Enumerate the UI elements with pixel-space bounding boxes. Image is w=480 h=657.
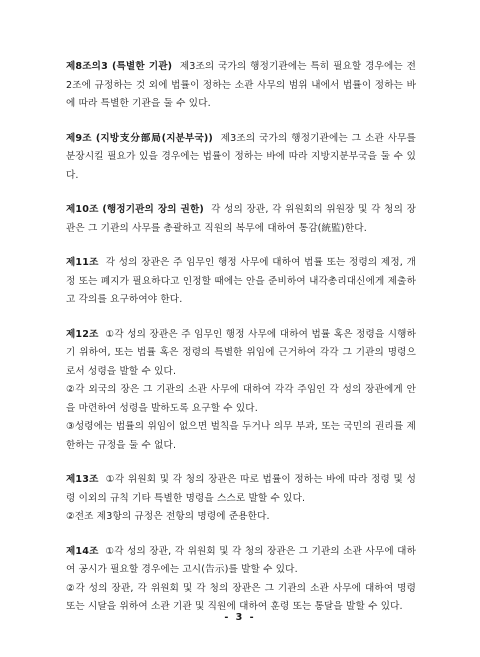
article-heading: 제14조 <box>66 545 99 557</box>
article-text: ①각 성의 장관은 주 임무인 행정 사무에 대하여 법률 혹은 정령을 시행하기 위하여, 또는 법률 혹은 정령의 특별한 위임에 근거하여 각각 그 기관의 명령으로서 성령을 발할 수 있다. <box>66 328 417 377</box>
article-8-3 <box>66 58 416 114</box>
article-heading: 제13조 <box>66 474 99 485</box>
article-paragraph <box>66 326 416 382</box>
page-number: - 3 - <box>224 612 256 623</box>
article-paragraph <box>66 130 416 186</box>
article-paragraph: ②각 성의 장관, 각 위원회 및 각 청의 장관은 그 기관의 소관 사무에 대하여 명령 또는 시달을 위하여 소관 기관 및 직원에 대하여 훈령 또는 통달을 발할 수 있다. <box>66 582 416 612</box>
article-heading: 제9조 (지방支分部局(지분부국)) <box>66 132 213 144</box>
article-11 <box>66 254 416 310</box>
article-text: 제3조의 국가의 행정기관에는 그 소관 사무를 분장시킬 필요가 있을 경우에는 법률이 정하는 바에 따라 지방지분부국을 둘 수 있다. <box>66 132 416 181</box>
article-paragraph <box>66 58 416 114</box>
article-heading: 제12조 <box>66 328 99 340</box>
article-text: ①각 위원회 및 각 청의 장관은 따로 법률이 정하는 바에 따라 정령 및 성령 이외의 규칙 기타 특별한 명령을 스스로 발할 수 있다. <box>66 474 416 504</box>
article-10 <box>66 201 416 238</box>
article-paragraph <box>66 543 416 580</box>
article-paragraph <box>66 471 416 508</box>
article-heading: 제11조 <box>66 257 99 268</box>
article-9 <box>66 130 416 186</box>
article-text: 각 성의 장관은 주 임무인 행정 사무에 대하여 법률 또는 정령의 제정, 개정 또는 폐지가 필요하다고 인정할 때에는 안을 준비하여 내각총리대신에게 제출하고 각의를 요구하여야 한다. <box>66 257 416 305</box>
article-heading: 제10조 (행정기관의 장의 권한) <box>66 204 204 215</box>
article-paragraph <box>66 201 416 238</box>
article-paragraph: ②각 외국의 장은 그 기관의 소관 사무에 대하여 각각 주임인 각 성의 장관에게 안을 마련하여 성령을 발하도록 요구할 수 있다. <box>66 384 416 414</box>
article-text: ①각 성의 장관, 각 위원회 및 각 청의 장관은 그 기관의 소관 사무에 대하여 공시가 필요할 경우에는 고시(告示)를 발할 수 있다. <box>66 545 416 575</box>
article-paragraph: ③성령에는 법률의 위임이 없으면 벌칙을 두거나 의무 부과, 또는 국민의 권리를 제한하는 규정을 둘 수 없다. <box>66 421 416 451</box>
article-12 <box>66 326 416 456</box>
article-paragraph <box>66 254 416 310</box>
article-heading: 제8조의3 (특별한 기관) <box>66 61 173 72</box>
article-paragraph: ②전조 제3항의 규정은 전항의 명령에 준용한다. <box>66 511 270 522</box>
article-13 <box>66 471 416 527</box>
article-text: 제3조의 국가의 행정기관에는 특히 필요할 경우에는 전 2조에 규정하는 것 외에 법률이 정하는 소관 사무의 범위 내에서 법률이 정하는 바에 따라 특별한 기관을 둘 수 있다. <box>66 61 417 109</box>
article-14 <box>66 543 416 617</box>
article-text: 각 성의 장관, 각 위원회의 위원장 및 각 청의 장관은 그 기관의 사무를 총괄하고 직원의 복무에 대하여 통감(統監)한다. <box>66 204 416 234</box>
